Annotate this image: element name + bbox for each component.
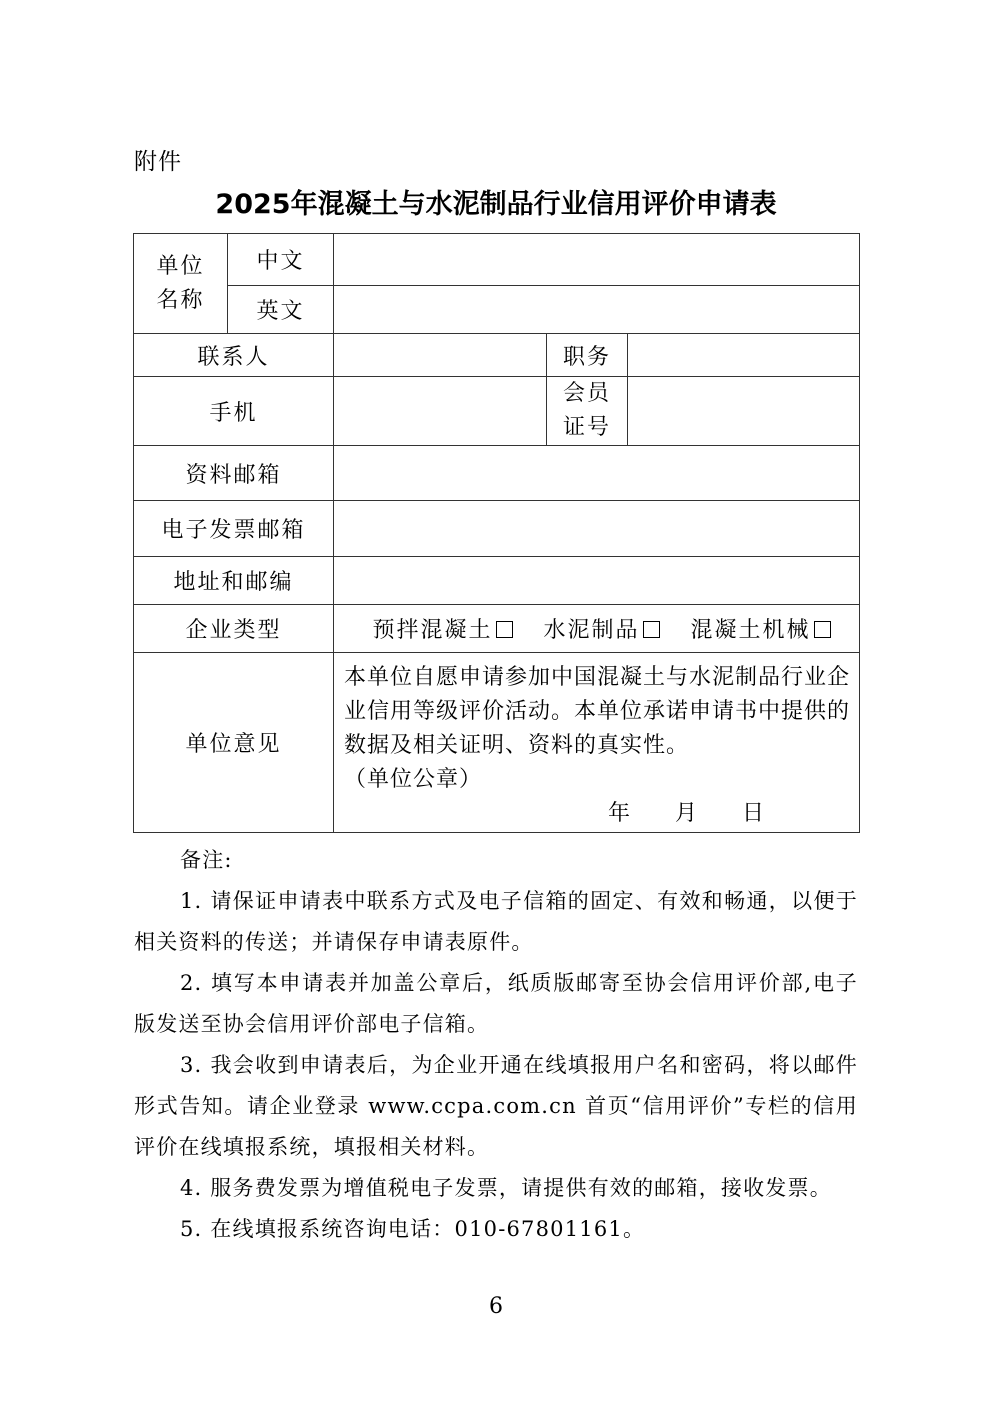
position-label: 职务: [547, 334, 628, 377]
opinion-text: 本单位自愿申请参加中国混凝土与水泥制品行业企业信用等级评价活动。本单位承诺申请书中提供的数据及相关证明、资料的真实性。: [344, 665, 851, 758]
address-field[interactable]: [334, 557, 860, 605]
member-line1: 会员: [562, 381, 611, 406]
invoice-email-field[interactable]: [334, 501, 860, 557]
option-ready-mix-checkbox[interactable]: [496, 621, 513, 638]
notes-section: [134, 840, 858, 1250]
material-email-label: 资料邮箱: [134, 446, 334, 501]
member-number-field[interactable]: [628, 377, 860, 446]
address-label: 地址和邮编: [134, 557, 334, 605]
note-item-3: 3. 我会收到申请表后，为企业开通在线填报用户名和密码，将以邮件形式告知。请企业登录 www.ccpa.com.cn 首页“信用评价”专栏的信用评价在线填报系统，填报相关材料。: [134, 1053, 858, 1159]
option-cement-products-label: 水泥制品: [543, 618, 640, 643]
note-item-5: 5. 在线填报系统咨询电话：010-67801161。: [180, 1217, 646, 1241]
contact-label: 联系人: [134, 334, 334, 377]
attachment-label: 附件: [134, 149, 182, 175]
member-line2: 证号: [562, 415, 611, 440]
english-label: 英文: [228, 286, 334, 334]
date-line: 年 月 日: [608, 801, 766, 826]
unit-name-line2: 名称: [156, 287, 205, 313]
member-number-label: [547, 377, 628, 446]
notes-heading: 备注:: [180, 848, 233, 872]
note-item-4: 4. 服务费发票为增值税电子发票，请提供有效的邮箱，接收发票。: [180, 1176, 832, 1200]
chinese-label: 中文: [228, 234, 334, 286]
mobile-label: 手机: [134, 377, 334, 446]
opinion-label: 单位意见: [134, 653, 334, 833]
contact-field[interactable]: [334, 334, 547, 377]
opinion-cell: [334, 653, 860, 833]
company-type-options: [334, 605, 860, 653]
note-item-2: 2. 填写本申请表并加盖公章后，纸质版邮寄至协会信用评价部,电子版发送至协会信用评价部电子信箱。: [134, 971, 858, 1036]
application-form: [133, 233, 860, 833]
page-number: 6: [489, 1294, 503, 1319]
option-ready-mix-label: 预拌混凝土: [372, 618, 493, 643]
option-cement-products-checkbox[interactable]: [643, 621, 660, 638]
page-title: 2025年混凝土与水泥制品行业信用评价申请表: [215, 189, 777, 220]
note-item-1: 1. 请保证申请表中联系方式及电子信箱的固定、有效和畅通，以便于相关资料的传送；并请保存申请表原件。: [134, 889, 858, 954]
position-field[interactable]: [628, 334, 860, 377]
english-name-field[interactable]: [334, 286, 860, 334]
unit-name-line1: 单位: [156, 253, 205, 279]
company-type-label: 企业类型: [134, 605, 334, 653]
option-machinery-label: 混凝土机械: [690, 618, 811, 643]
mobile-field[interactable]: [334, 377, 547, 446]
unit-name-label: [134, 234, 228, 334]
invoice-email-label: 电子发票邮箱: [134, 501, 334, 557]
seal-text: （单位公章）: [344, 767, 483, 792]
option-machinery-checkbox[interactable]: [814, 621, 831, 638]
material-email-field[interactable]: [334, 446, 860, 501]
chinese-name-field[interactable]: [334, 234, 860, 286]
